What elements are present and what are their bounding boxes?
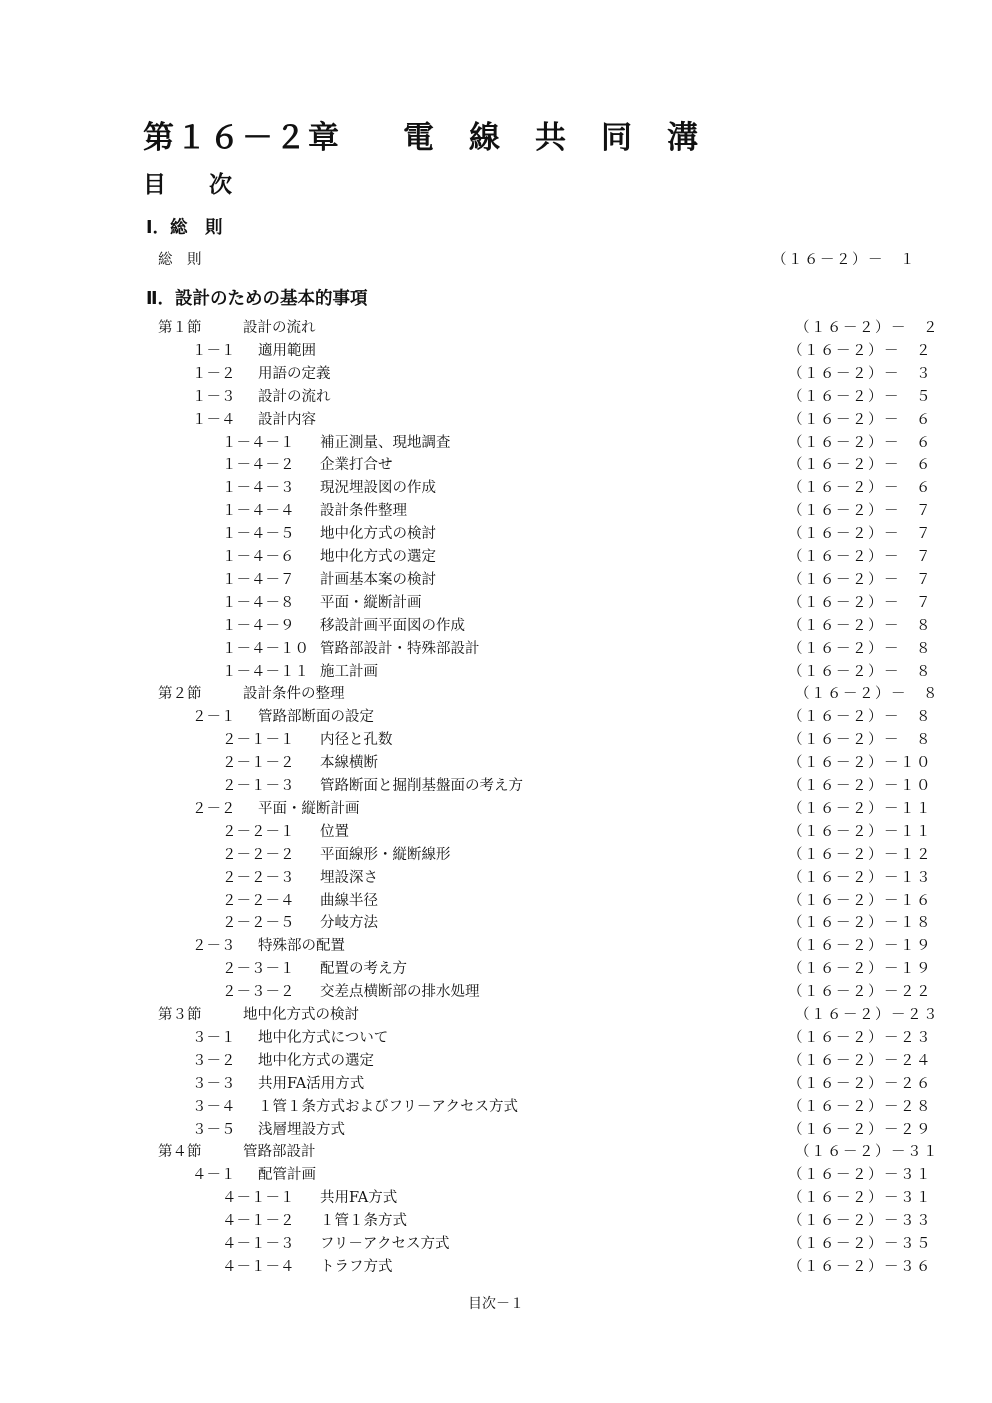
toc-entry-row[interactable] xyxy=(0,363,992,386)
toc-entry-label: 管路断面と掘削基盤面の考え方 xyxy=(320,778,523,794)
toc-entry-number: ２－３－２ xyxy=(222,984,295,1001)
toc-section-row[interactable] xyxy=(0,1141,992,1164)
toc-entry-page: （１６－２）－ ７ xyxy=(788,549,932,565)
toc-entry-number: 第３節 xyxy=(158,1007,202,1023)
toc-entry-number: ４－１－２ xyxy=(222,1213,295,1230)
toc-entry-page: （１６－２）－１１ xyxy=(788,823,932,840)
toc-entry-row[interactable] xyxy=(0,981,992,1004)
toc-entry-label: 浅層埋設方式 xyxy=(258,1121,345,1138)
toc-entry-page: （１６－２）－１１ xyxy=(788,800,932,817)
toc-entry-page: （１６－２）－ ８ xyxy=(795,686,939,703)
toc-entry-page: （１６－２）－３５ xyxy=(788,1236,932,1252)
toc-entry-page: （１６－２）－ ７ xyxy=(788,594,932,611)
toc-entry-number: ３－３ xyxy=(192,1075,236,1092)
toc-entry-page: （１６－２）－１９ xyxy=(788,961,932,978)
toc-entry-number: １－３ xyxy=(192,388,236,405)
toc-entry-row[interactable] xyxy=(0,1027,992,1050)
toc-entry-number: ２－１ xyxy=(192,709,236,726)
toc-entry-row[interactable] xyxy=(0,592,992,615)
toc-entry-row[interactable] xyxy=(0,958,992,981)
toc-entry-number: １－４－２ xyxy=(222,457,295,474)
toc-entry-number: 第１節 xyxy=(158,320,202,336)
toc-entry-number: ３－４ xyxy=(192,1098,236,1115)
toc-entry-label: 地中化方式について xyxy=(258,1029,389,1046)
toc-entry-page: （１６－２）－１２ xyxy=(788,846,932,863)
toc-entry-page: （１６－２）－ ６ xyxy=(788,411,932,428)
toc-entry-page: （１６－２）－２６ xyxy=(788,1075,932,1092)
toc-entry-page: （１６－２）－３３ xyxy=(788,1213,932,1230)
toc-entry-row[interactable] xyxy=(0,569,992,592)
toc-entry-number: ３－２ xyxy=(192,1052,236,1069)
toc-entry-row[interactable] xyxy=(0,1256,992,1279)
toc-entry-row[interactable] xyxy=(0,729,992,752)
toc-entry-label: 分岐方法 xyxy=(320,915,378,932)
toc-entry-number: １－１ xyxy=(192,342,236,359)
toc-entry-label: 設計の流れ xyxy=(243,320,316,336)
toc-entry-number: ２－１－１ xyxy=(222,732,295,749)
toc-entry-number: ４－１ xyxy=(192,1167,236,1184)
toc-entry-row[interactable] xyxy=(0,500,992,523)
toc-entry-page: （１６－２）－ ５ xyxy=(788,388,932,405)
toc-entry-label: 施工計画 xyxy=(320,663,378,680)
toc-entry-page: （１６－２）－ ８ xyxy=(788,663,932,680)
toc-entry-row[interactable] xyxy=(0,706,992,729)
toc-entry-number: １－２ xyxy=(192,365,236,382)
toc-entry-label: 平面・縦断計画 xyxy=(320,594,422,611)
toc-entry-page: （１６－２）－ ６ xyxy=(788,480,932,497)
toc-entry-row[interactable] xyxy=(0,546,992,569)
toc-entry-number: ２－２－４ xyxy=(222,892,295,909)
toc-entry-page: （１６－２）－１８ xyxy=(788,915,932,932)
toc-entry-number: ２－１－２ xyxy=(222,755,295,772)
toc-entry-page: （１６－２）－３１ xyxy=(788,1190,932,1207)
toc-entry-label: フリ－アクセス方式 xyxy=(320,1236,450,1252)
toc-entry-label: 共用FA方式 xyxy=(320,1190,398,1207)
toc-entry-label: 交差点横断部の排水処理 xyxy=(320,984,480,1001)
toc-entry-page: （１６－２）－２４ xyxy=(788,1052,932,1069)
toc-entry-row[interactable] xyxy=(0,935,992,958)
toc-entry-page: （１６－２）－ ２ xyxy=(795,320,939,336)
toc-entry-row[interactable] xyxy=(0,798,992,821)
toc-entry-label: 曲線半径 xyxy=(320,892,378,909)
toc-entry-number: ２－２－１ xyxy=(222,823,295,840)
toc-entry-row[interactable] xyxy=(0,661,992,684)
toc-entry-number: １－４－１１ xyxy=(222,663,309,680)
toc-entry-row[interactable] xyxy=(0,1187,992,1210)
part-heading-design-basics: Ⅱ．設計のための基本的事項 xyxy=(146,289,368,309)
toc-entry-label: 本線横断 xyxy=(320,755,378,772)
toc-entry-label: 位置 xyxy=(320,823,349,840)
chapter-number: 第１６－２章 xyxy=(143,120,341,156)
toc-entry-number: １－４－１０ xyxy=(222,640,309,657)
toc-entry-label: 配置の考え方 xyxy=(320,961,407,978)
toc-section-row[interactable] xyxy=(0,683,992,706)
toc-entry-row[interactable] xyxy=(0,844,992,867)
toc-entry-row[interactable] xyxy=(0,821,992,844)
toc-entry-number: ３－５ xyxy=(192,1121,236,1138)
toc-entry-row[interactable] xyxy=(0,386,992,409)
toc-entry-row[interactable] xyxy=(0,432,992,455)
toc-entry-page: （１６－２）－ ８ xyxy=(788,732,932,749)
toc-title: 目 次 xyxy=(143,172,242,198)
toc-entry-number: ３－１ xyxy=(192,1029,236,1046)
toc-entry-label: 地中化方式の選定 xyxy=(320,549,436,565)
toc-entry-page: （１６－２）－２３ xyxy=(788,1029,932,1046)
toc-entry-page: （１６－２）－３１ xyxy=(788,1167,932,1184)
toc-entry-label: 配管計画 xyxy=(258,1167,316,1184)
toc-entry-page: （１６－２）－ ７ xyxy=(788,503,932,520)
toc-entry-page: （１６－２）－３６ xyxy=(788,1258,932,1275)
toc-entry-label: 補正測量、現地調査 xyxy=(320,434,451,451)
toc-entry-page: （１６－２）－１６ xyxy=(788,892,932,909)
toc-entry-number: ４－１－３ xyxy=(222,1236,295,1252)
toc-entry-number: １－４－４ xyxy=(222,503,295,520)
toc-entry-label: 平面線形・縦断線形 xyxy=(320,846,451,863)
page-footer: 目次－１ xyxy=(468,1296,524,1312)
toc-entry-row[interactable] xyxy=(0,638,992,661)
toc-entry-label: 設計条件整理 xyxy=(320,503,407,520)
toc-entry-row[interactable] xyxy=(0,409,992,432)
toc-entry-label: 地中化方式の選定 xyxy=(258,1052,374,1069)
toc-entry-label: 用語の定義 xyxy=(258,365,331,382)
toc-entry-row[interactable] xyxy=(0,1073,992,1096)
toc-entry-page: （１６－２）－ ７ xyxy=(788,571,932,588)
toc-entry-page: （１６－２）－ ６ xyxy=(788,434,932,451)
toc-entry-label: １管１条方式およびフリ－アクセス方式 xyxy=(258,1098,518,1115)
toc-entry-row[interactable] xyxy=(0,477,992,500)
toc-entry-label: 企業打合せ xyxy=(320,457,393,474)
toc-entry-number: １－４ xyxy=(192,411,236,428)
toc-entry-label: 設計条件の整理 xyxy=(243,686,345,703)
toc-entry-row[interactable] xyxy=(0,1050,992,1073)
toc-entry-page: （１６－２）－３１ xyxy=(795,1144,939,1161)
toc-entry-row[interactable] xyxy=(0,1119,992,1142)
toc-entry-label: 内径と孔数 xyxy=(320,732,393,749)
chapter-name: 電 線 共 同 溝 xyxy=(403,120,700,156)
toc-entry-row[interactable] xyxy=(0,340,992,363)
toc-entry-label: 共用FA活用方式 xyxy=(258,1075,365,1092)
toc-entry-page: （１６－２）－ １ xyxy=(772,252,916,268)
toc-entry-page: （１６－２）－２３ xyxy=(795,1007,939,1023)
toc-entry-label: 特殊部の配置 xyxy=(258,938,345,955)
toc-entry-row[interactable] xyxy=(0,1233,992,1256)
toc-entry-label: 管路部断面の設定 xyxy=(258,709,374,726)
toc-entry-number: １－４－８ xyxy=(222,594,295,611)
toc-entry-number: １－４－７ xyxy=(222,571,295,588)
toc-entry-number: 第４節 xyxy=(158,1144,202,1161)
toc-entry-page: （１６－２）－ ８ xyxy=(788,709,932,726)
toc-entry-label: 管路部設計 xyxy=(243,1144,316,1161)
toc-entry-row[interactable] xyxy=(0,454,992,477)
toc-entry-label: 管路部設計・特殊部設計 xyxy=(320,640,480,657)
toc-entry-number: ２－３ xyxy=(192,938,236,955)
toc-entry-number: ２－１－３ xyxy=(222,778,295,794)
chapter-title xyxy=(143,112,700,157)
toc-entry-page: （１６－２）－１９ xyxy=(788,938,932,955)
toc-entry-label: 設計の流れ xyxy=(258,388,331,405)
toc-entry-number: １－４－１ xyxy=(222,434,295,451)
toc-section-row[interactable] xyxy=(0,317,992,340)
toc-entry-row[interactable] xyxy=(0,890,992,913)
toc-entry-row[interactable] xyxy=(0,615,992,638)
toc-entry-number: １－４－６ xyxy=(222,549,295,565)
toc-entry-label: 平面・縦断計画 xyxy=(258,800,360,817)
toc-entry-page: （１６－２）－２２ xyxy=(788,984,932,1001)
toc-entry-row[interactable] xyxy=(0,775,992,798)
toc-entry-label: トラフ方式 xyxy=(320,1258,393,1275)
toc-entry-number: １－４－５ xyxy=(222,526,295,543)
toc-entry-row[interactable] xyxy=(0,1164,992,1187)
toc-entry-number: ２－２－５ xyxy=(222,915,295,932)
toc-entry-label: 計画基本案の検討 xyxy=(320,571,436,588)
toc-entry-page: （１６－２）－１０ xyxy=(788,778,932,794)
toc-entry-number: 総 則 xyxy=(158,252,202,268)
toc-entry-number: ４－１－１ xyxy=(222,1190,295,1207)
toc-entry-row[interactable] xyxy=(0,752,992,775)
toc-entry-number: ２－２－３ xyxy=(222,869,295,886)
toc-entry-page: （１６－２）－ ８ xyxy=(788,617,932,634)
toc-entry-page: （１６－２）－ ３ xyxy=(788,365,932,382)
toc-entry-row[interactable] xyxy=(0,249,992,272)
toc-entry-label: 現況埋設図の作成 xyxy=(320,480,436,497)
toc-entry-row[interactable] xyxy=(0,1210,992,1233)
toc-entry-page: （１６－２）－１０ xyxy=(788,755,932,772)
toc-entry-label: 地中化方式の検討 xyxy=(243,1007,359,1023)
toc-entry-label: 適用範囲 xyxy=(258,342,316,359)
toc-entry-number: ２－３－１ xyxy=(222,961,295,978)
toc-entry-page: （１６－２）－２８ xyxy=(788,1098,932,1115)
toc-entry-label: 設計内容 xyxy=(258,411,316,428)
toc-entry-row[interactable] xyxy=(0,523,992,546)
toc-entry-page: （１６－２）－ ６ xyxy=(788,457,932,474)
toc-entry-row[interactable] xyxy=(0,867,992,890)
toc-entry-number: ２－２ xyxy=(192,800,236,817)
toc-entry-number: ４－１－４ xyxy=(222,1258,295,1275)
toc-entry-label: 地中化方式の検討 xyxy=(320,526,436,543)
toc-entry-page: （１６－２）－ ８ xyxy=(788,640,932,657)
toc-entry-label: 移設計画平面図の作成 xyxy=(320,617,465,634)
toc-entry-number: ２－２－２ xyxy=(222,846,295,863)
toc-entry-label: 埋設深さ xyxy=(320,869,378,886)
toc-entry-number: 第２節 xyxy=(158,686,202,703)
toc-entry-page: （１６－２）－ ２ xyxy=(788,342,932,359)
toc-entry-row[interactable] xyxy=(0,1096,992,1119)
toc-entry-page: （１６－２）－２９ xyxy=(788,1121,932,1138)
toc-entry-number: １－４－３ xyxy=(222,480,295,497)
toc-entry-page: （１６－２）－ ７ xyxy=(788,526,932,543)
part-heading-general: Ⅰ．総 則 xyxy=(146,218,223,238)
toc-entry-page: （１６－２）－１３ xyxy=(788,869,932,886)
toc-entry-row[interactable] xyxy=(0,912,992,935)
toc-entry-number: １－４－９ xyxy=(222,617,295,634)
toc-entry-label: １管１条方式 xyxy=(320,1213,407,1230)
toc-section-row[interactable] xyxy=(0,1004,992,1027)
